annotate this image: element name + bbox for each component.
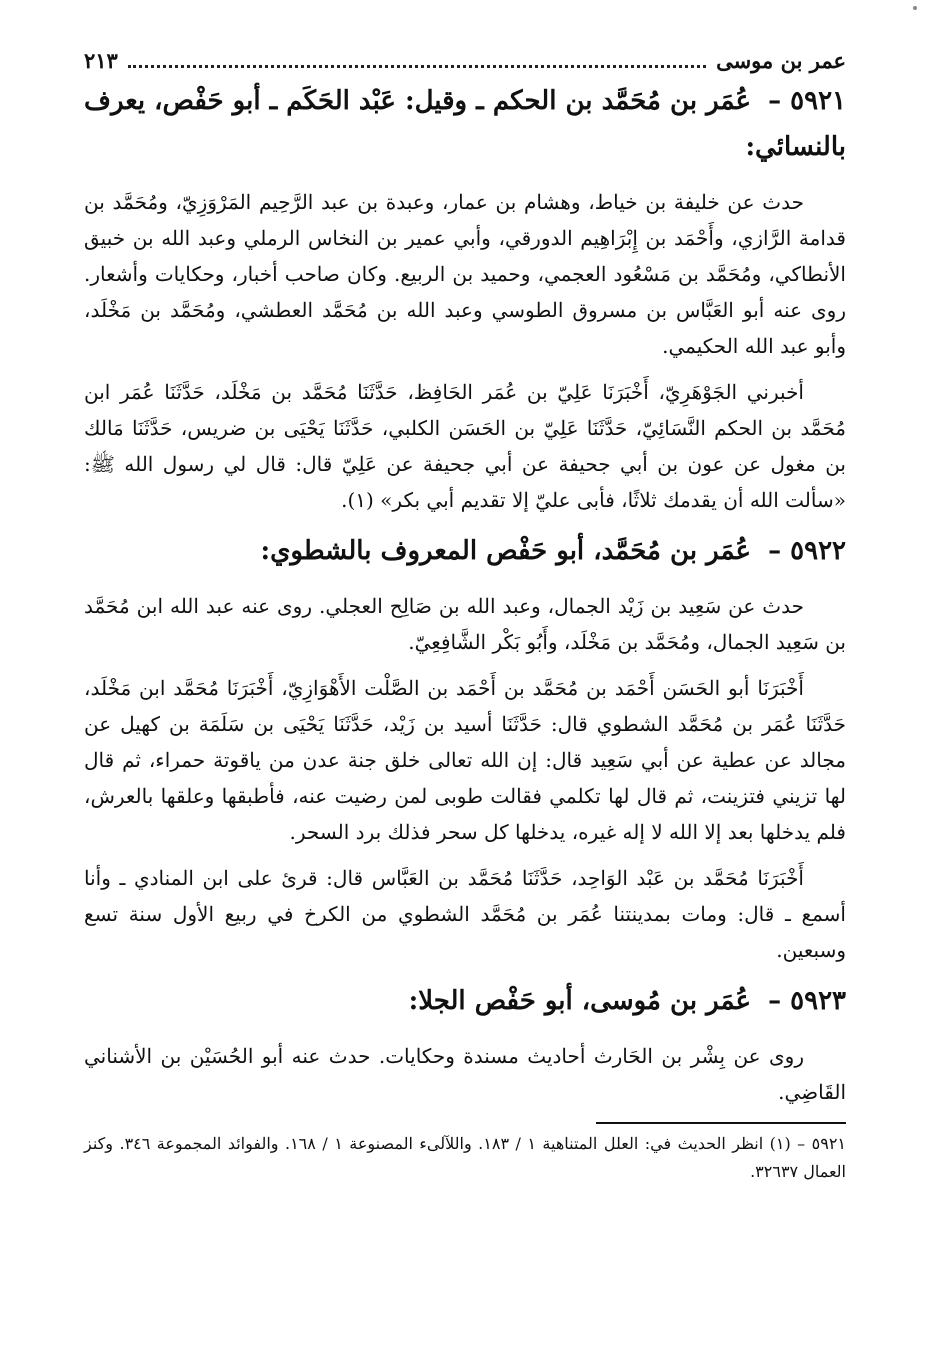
entry-title: عُمَر بن مُوسى، أبو حَفْص الجلا: — [408, 986, 752, 1016]
entry-paragraph: حدث عن سَعِيد بن زَيْد الجمال، وعبد الله بن صَالِح العجلي. روى عنه عبد الله ابن مُحَمَّد بن سَعِيد الجمال، ومُحَمَّد بن مَخْلَد، وأَبُو بَكْر الشَّافِعِيّ. — [84, 594, 846, 654]
entry-title: عُمَر بن مُحَمَّد، أبو حَفْص المعروف بالشطوي: — [260, 536, 752, 566]
entry-paragraph: حدث عن خليفة بن خياط، وهشام بن عمار، وعبدة بن عبد الرَّحِيم المَرْوَزِيّ، ومُحَمَّد بن قدامة الرَّازي، وأَحْمَد بن إِبْرَاهِيم الدورقي، وأبي عمير بن النخاس الرملي وعبد الله بن خبيق الأنطاكي، ومُحَمَّد بن مَسْعُود العجمي، وحميد بن الربيع. وكان صاحب أخبار، وحكايات وأشعار. روى عنه أبو العَبَّاس بن مسروق الطوسي وعبد الله بن مُحَمَّد العطشي، ومُحَمَّد بن مَخْلَد، وأبو عبد الله الحكيمي. — [84, 190, 846, 358]
entry-paragraph: أَخْبَرَنَا مُحَمَّد بن عَبْد الوَاحِد، حَدَّثَنَا مُحَمَّد بن العَبَّاس قال: قرئ على ابن المنادي ـ وأنا أسمع ـ قال: ومات بمدينتنا عُمَر بن مُحَمَّد الشطوي من الكرخ في ربيع الأول سنة تسع وسبعين. — [84, 866, 846, 962]
leader-dots — [128, 51, 706, 68]
entry-number: ٥٩٢٢ – — [768, 536, 846, 566]
running-title: عمر بن موسى — [716, 48, 846, 73]
page-number: ٢١٣ — [84, 48, 118, 73]
entry-paragraph: روى عن بِشْر بن الحَارث أحاديث مسندة وحكايات. حدث عنه أبو الحُسَيْن بن الأشناني القَاضِي. — [84, 1044, 846, 1104]
scan-speck — [913, 6, 917, 10]
entry-title: عُمَر بن مُحَمَّد بن الحكم ـ وقيل: عَبْد الحَكَم ـ أبو حَفْص، يعرف بالنسائي: — [84, 86, 846, 162]
entry-paragraph: أخبرني الجَوْهَرِيّ، أَخْبَرَنَا عَلِيّ بن عُمَر الحَافِظ، حَدَّثَنَا مُحَمَّد بن مَخْلَد، حَدَّثَنَا عُمَر ابن مُحَمَّد بن الحكم النَّسَائِيّ، حَدَّثَنَا عَلِيّ بن الحَسَن الكلبي، حَدَّثَنَا يَحْيَى بن ضريس، حَدَّثَنَا مَالك بن مغول عن عون بن أبي جحيفة عن أبي جحيفة عن عَلِيّ قال: قال لي رسول الله ﷺ: «سألت الله أن يقدمك ثلاثًا، فأبى عليّ إلا تقديم أبي بكر» (١). — [84, 380, 846, 512]
footnote-rule — [596, 1122, 846, 1124]
entry-heading-5923 — [84, 978, 846, 1024]
running-header — [84, 44, 846, 78]
book-page — [84, 44, 846, 1186]
footnote: ٥٩٢١ – (١) انظر الحديث في: العلل المتناهية ١ / ١٨٣. واللآلىء المصنوعة ١ / ١٦٨. والفوائد المجموعة ٣٤٦. وكنز العمال ٣٢٦٣٧. — [84, 1134, 847, 1181]
entry-number: ٥٩٢٣ – — [768, 986, 846, 1016]
entry-paragraph: أَخْبَرَنَا أبو الحَسَن أَحْمَد بن مُحَمَّد بن أَحْمَد بن الصَّلْت الأَهْوَازِيّ، أَخْبَرَنَا مُحَمَّد ابن مَخْلَد، حَدَّثَنَا عُمَر بن مُحَمَّد الشطوي قال: حَدَّثَنَا أسيد بن زَيْد، حَدَّثَنَا يَحْيَى بن سَلَمَة بن كهيل عن مجالد عن عطية عن أبي سَعِيد قال: إن الله تعالى خلق جنة عدن من ياقوتة حمراء، ثم قال لها تزيني فتزينت، ثم قال لها تكلمي فقالت طوبى لمن رضيت عنه، فأطبقها وعلقها بالعرش، فلم يدخلها بعد إلا الله لا إله غيره، يدخلها كل سحر فذلك برد السحر. — [84, 676, 846, 844]
entry-number: ٥٩٢١ – — [768, 86, 846, 116]
entry-heading-5922 — [84, 528, 846, 574]
entry-heading-5921 — [84, 78, 846, 170]
